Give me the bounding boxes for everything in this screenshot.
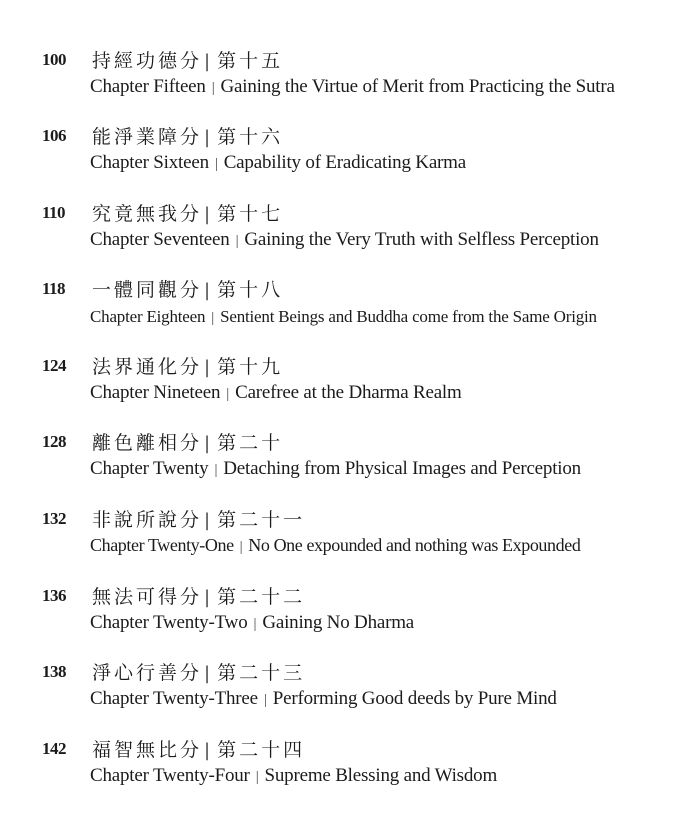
english-chapter: Chapter Seventeen: [90, 229, 230, 250]
english-heading: [90, 229, 599, 251]
chinese-heading: [92, 735, 305, 762]
separator: |: [204, 51, 214, 72]
chinese-title: 無法可得分: [92, 586, 203, 608]
toc-entry: [0, 350, 700, 420]
separator: |: [253, 616, 257, 632]
separator: |: [204, 663, 214, 684]
english-chapter: Chapter Fifteen: [90, 76, 206, 97]
separator: |: [204, 204, 214, 225]
english-heading: [90, 307, 597, 327]
english-title: Gaining the Virtue of Merit from Practicing the Sutra: [220, 76, 615, 97]
chinese-chapter: 第十五: [217, 50, 284, 72]
chinese-title: 能淨業障分: [92, 126, 203, 148]
english-heading: [90, 535, 580, 556]
english-heading: [90, 612, 414, 634]
chinese-heading: [92, 199, 283, 226]
page-number: 136: [42, 586, 66, 605]
chinese-chapter: 第二十四: [217, 739, 306, 761]
chinese-heading: [92, 275, 283, 302]
toc-entry: [0, 44, 700, 114]
separator: |: [263, 692, 267, 708]
separator: |: [214, 462, 218, 478]
chinese-chapter: 第二十三: [217, 662, 306, 684]
page-number: 110: [42, 203, 66, 222]
separator: |: [204, 280, 214, 301]
toc-entry: [0, 197, 700, 267]
chinese-chapter: 第二十二: [217, 586, 306, 608]
page-number: 100: [42, 50, 66, 69]
separator: |: [204, 510, 214, 531]
separator: |: [211, 310, 215, 326]
separator: |: [226, 386, 230, 402]
english-title: Gaining No Dharma: [262, 612, 415, 633]
english-title: Capability of Eradicating Karma: [223, 152, 466, 173]
page-number: 106: [42, 126, 66, 145]
english-chapter: Chapter Sixteen: [90, 152, 209, 173]
chinese-title: 福智無比分: [92, 739, 203, 761]
chinese-title: 法界通化分: [92, 356, 203, 378]
toc-entry: [0, 120, 700, 190]
separator: |: [204, 357, 214, 378]
page-number: 132: [42, 509, 66, 528]
page-number: 124: [42, 356, 66, 375]
toc-entry: [0, 656, 700, 726]
separator: |: [204, 127, 214, 148]
english-heading: [90, 765, 497, 787]
english-chapter: Chapter Twenty-One: [90, 535, 234, 555]
separator: |: [204, 740, 214, 761]
english-chapter: Chapter Eighteen: [90, 307, 206, 326]
chinese-chapter: 第十六: [217, 126, 284, 148]
chinese-heading: [92, 505, 305, 532]
chinese-chapter: 第十八: [217, 279, 284, 301]
chinese-heading: [92, 428, 283, 455]
english-chapter: Chapter Twenty-Four: [90, 765, 250, 786]
chinese-chapter: 第二十: [217, 432, 284, 454]
chinese-heading: [92, 46, 283, 73]
english-title: Supreme Blessing and Wisdom: [264, 765, 498, 786]
chinese-title: 一體同觀分: [92, 279, 203, 301]
english-heading: [90, 458, 581, 480]
separator: |: [204, 587, 214, 608]
english-heading: [90, 152, 466, 174]
separator: |: [204, 433, 214, 454]
page-number: 138: [42, 662, 66, 681]
english-title: Performing Good deeds by Pure Mind: [272, 688, 557, 709]
separator: |: [235, 233, 239, 249]
english-title: No One expounded and nothing was Expounded: [248, 535, 581, 555]
toc-entry: [0, 733, 700, 803]
chinese-heading: [92, 582, 305, 609]
english-heading: [90, 76, 615, 98]
english-title: Sentient Beings and Buddha come from the Same Origin: [220, 307, 597, 326]
page-number: 142: [42, 739, 66, 758]
english-chapter: Chapter Twenty-Two: [90, 612, 248, 633]
page-number: 128: [42, 432, 66, 451]
toc-entry: [0, 503, 700, 573]
toc-entry: [0, 426, 700, 496]
chinese-chapter: 第十七: [217, 203, 284, 225]
separator: |: [255, 769, 259, 785]
english-chapter: Chapter Nineteen: [90, 382, 221, 403]
english-title: Carefree at the Dharma Realm: [235, 382, 462, 403]
chinese-chapter: 第十九: [217, 356, 284, 378]
english-title: Gaining the Very Truth with Selfless Perception: [244, 229, 599, 250]
chinese-title: 淨心行善分: [92, 662, 203, 684]
english-title: Detaching from Physical Images and Perception: [223, 458, 581, 479]
page-number: 118: [42, 279, 66, 298]
separator: |: [239, 539, 243, 555]
chinese-title: 非說所說分: [92, 509, 203, 531]
english-heading: [90, 382, 462, 404]
chinese-title: 究竟無我分: [92, 203, 203, 225]
chinese-title: 持經功德分: [92, 50, 203, 72]
toc-entry: [0, 580, 700, 650]
toc-entry: [0, 273, 700, 343]
english-chapter: Chapter Twenty: [90, 458, 209, 479]
english-chapter: Chapter Twenty-Three: [90, 688, 258, 709]
english-heading: [90, 688, 557, 710]
chinese-heading: [92, 658, 305, 685]
chinese-heading: [92, 122, 283, 149]
chinese-title: 離色離相分: [92, 432, 203, 454]
separator: |: [214, 156, 218, 172]
chinese-chapter: 第二十一: [217, 509, 306, 531]
chinese-heading: [92, 352, 283, 379]
separator: |: [211, 80, 215, 96]
